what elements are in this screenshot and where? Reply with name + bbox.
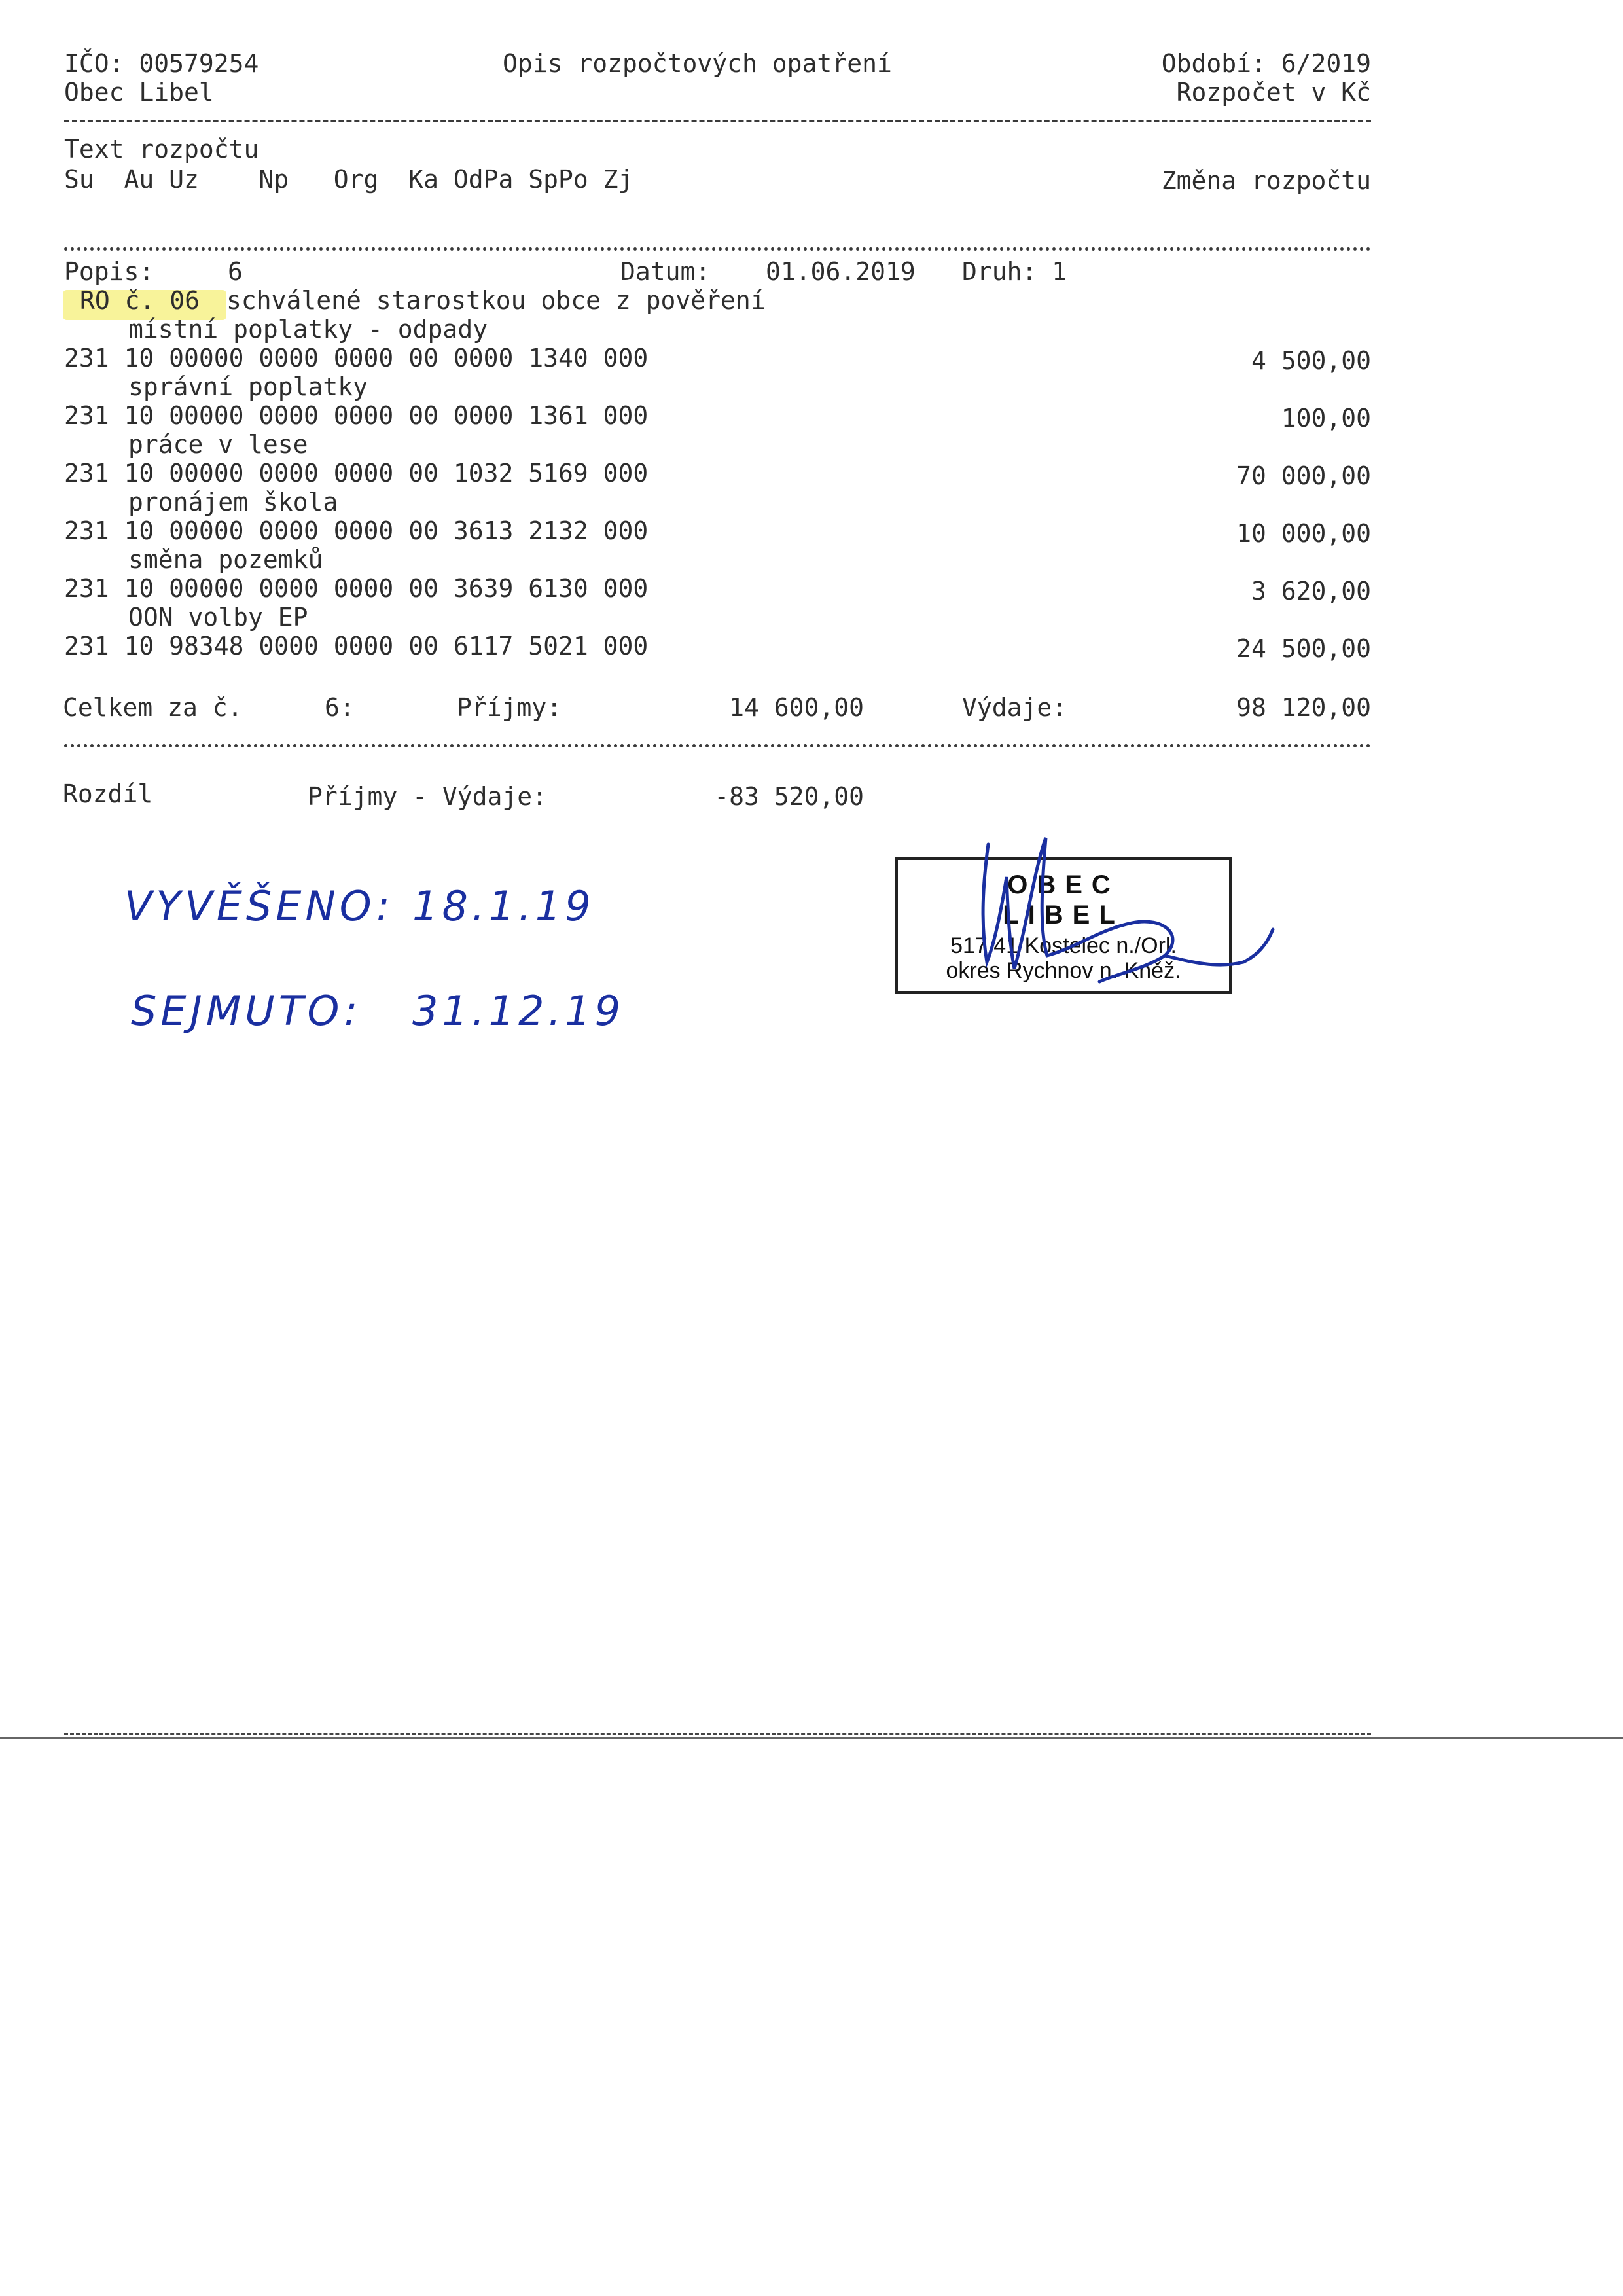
row-code: 231 10 00000 0000 0000 00 1032 5169 000: [64, 459, 649, 488]
dotted-separator: [64, 744, 1371, 747]
popis-label: Popis:: [64, 257, 154, 286]
row-amount: 70 000,00: [1236, 461, 1371, 490]
row-code: 231 10 00000 0000 0000 00 0000 1340 000: [64, 344, 649, 372]
page-edge-line: [0, 1737, 1623, 1739]
datum-label: Datum:: [620, 257, 711, 286]
handwritten-removed-date: 31.12.19: [412, 987, 625, 1035]
difference-label: Rozdíl: [63, 780, 153, 808]
row-amount: 3 620,00: [1251, 577, 1371, 605]
total-number: 6:: [325, 693, 355, 722]
code-columns-heading: Su Au Uz Np Org Ka OdPa SpPo Zj: [64, 165, 633, 194]
income-label: Příjmy:: [457, 693, 562, 722]
row-amount: 100,00: [1281, 404, 1371, 433]
footer-rule: [64, 1733, 1371, 1735]
ro-reference: RO č. 06: [80, 286, 200, 315]
row-amount: 10 000,00: [1236, 519, 1371, 548]
header-rule: [64, 120, 1371, 122]
row-amount: 4 500,00: [1251, 346, 1371, 375]
druh: Druh: 1: [962, 257, 1067, 286]
row-text: OON volby EP: [128, 603, 308, 632]
row-amount: 24 500,00: [1236, 634, 1371, 663]
stamp-line: OBEC: [1007, 870, 1120, 899]
document-title: Opis rozpočtových opatření: [503, 49, 892, 78]
row-code: 231 10 00000 0000 0000 00 0000 1361 000: [64, 401, 649, 430]
handwritten-removed-label: SEJMUTO:: [131, 987, 362, 1035]
income-total: 14 600,00: [729, 693, 864, 722]
text-heading: Text rozpočtu: [64, 135, 259, 164]
municipality: Obec Libel: [64, 78, 214, 107]
row-text: místní poplatky - odpady: [128, 315, 488, 344]
difference-value: -83 520,00: [714, 782, 864, 811]
currency-note: Rozpočet v Kč: [1176, 78, 1371, 107]
row-code: 231 10 00000 0000 0000 00 3613 2132 000: [64, 516, 649, 545]
difference-formula: Příjmy - Výdaje:: [308, 782, 548, 811]
total-label: Celkem za č.: [63, 693, 243, 722]
measure-description: schválené starostkou obce z pověření: [226, 286, 766, 315]
stamp-line: LIBEL: [1003, 901, 1124, 929]
row-text: správní poplatky: [128, 372, 368, 401]
row-text: práce v lese: [128, 430, 308, 459]
municipal-stamp: [895, 857, 1232, 994]
stamp-line: okres Rychnov n. Kněž.: [946, 958, 1181, 983]
handwritten-posted-label: VYVĚŠENO:: [124, 882, 394, 930]
row-text: pronájem škola: [128, 488, 338, 516]
ico: IČO: 00579254: [64, 49, 259, 78]
row-code: 231 10 98348 0000 0000 00 6117 5021 000: [64, 632, 649, 660]
period: Období: 6/2019: [1161, 49, 1371, 78]
row-text: směna pozemků: [128, 545, 323, 574]
popis-value: 6: [228, 257, 243, 286]
stamp-line: 517 41 Kostelec n./Orl.: [950, 933, 1177, 958]
expense-total: 98 120,00: [1236, 693, 1371, 722]
row-code: 231 10 00000 0000 0000 00 3639 6130 000: [64, 574, 649, 603]
dotted-separator: [64, 247, 1371, 251]
change-heading: Změna rozpočtu: [1161, 166, 1371, 195]
datum-value: 01.06.2019: [766, 257, 916, 286]
expense-label: Výdaje:: [962, 693, 1067, 722]
handwritten-posted-date: 18.1.19: [412, 882, 595, 930]
